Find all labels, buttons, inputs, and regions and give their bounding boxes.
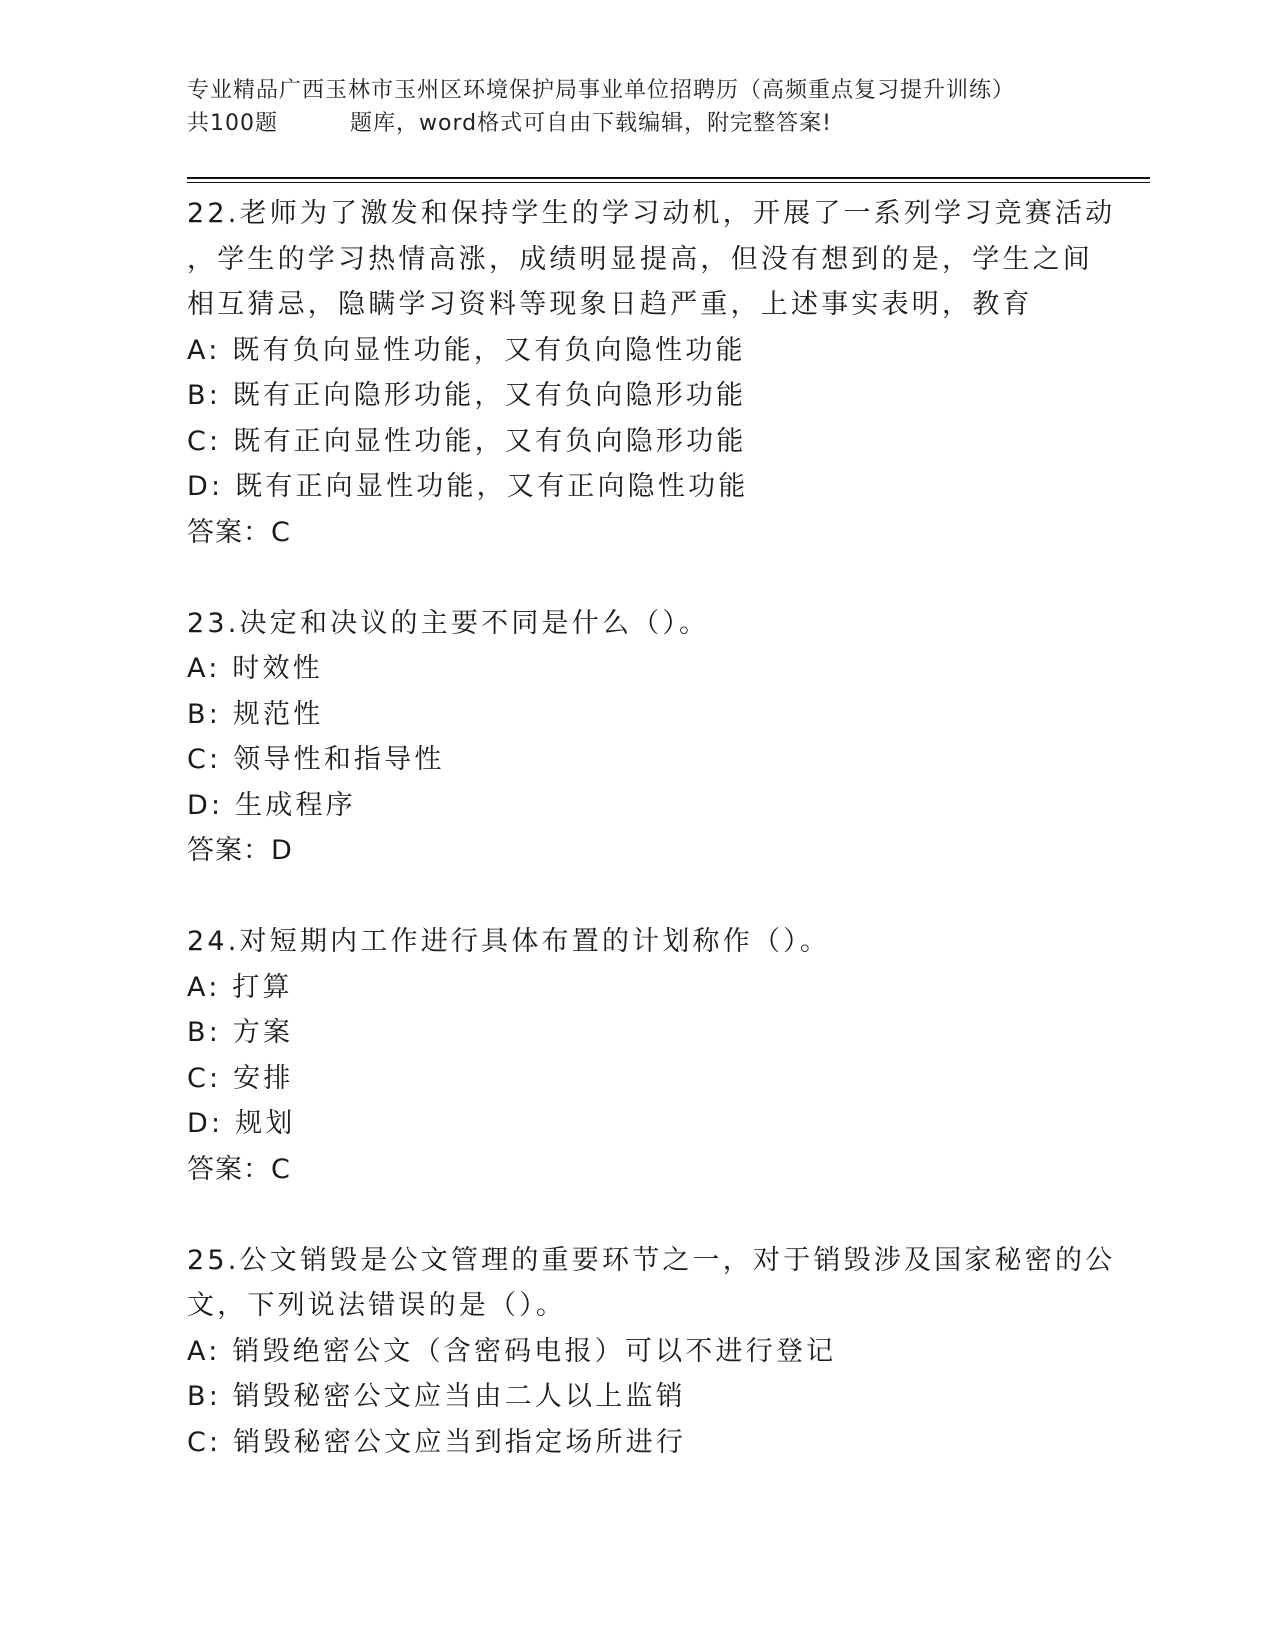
option-c: C: 安排: [187, 1062, 294, 1094]
document-header: [187, 74, 1087, 140]
question-text-line: 23.决定和决议的主要不同是什么（）。: [187, 607, 710, 639]
option-b: B: 规范性: [187, 698, 324, 730]
option-d: D: 规划: [187, 1108, 296, 1139]
question-text-line: 相互猜忌，隐瞒学习资料等现象日趋严重，上述事实表明，教育: [187, 289, 1033, 320]
option-a: A: 打算: [187, 971, 293, 1003]
option-c: C: 销毁秘密公文应当到指定场所进行: [187, 1426, 687, 1458]
option-b: B: 销毁秘密公文应当由二人以上监销: [187, 1381, 686, 1412]
option-a: A: 销毁绝密公文（含密码电报）可以不进行登记: [187, 1335, 837, 1367]
header-divider-thin: [187, 182, 1150, 183]
question-text-line: 文，下列说法错误的是（）。: [187, 1290, 567, 1321]
question-text-line: 22.老师为了激发和保持学生的学习动机，开展了一系列学习竞赛活动: [187, 198, 1116, 229]
question-list: [187, 191, 1116, 1465]
question-text-line: 25.公文销毁是公文管理的重要环节之一，对于销毁涉及国家秘密的公: [187, 1244, 1116, 1276]
option-d: D: 生成程序: [187, 789, 356, 821]
question-text-line: 24.对短期内工作进行具体布置的计划称作（）。: [187, 926, 831, 957]
option-a: A: 时效性: [187, 653, 323, 684]
answer-line: 答案：D: [187, 835, 293, 866]
header-title-line: 专业精品广西玉林市玉州区环境保护局事业单位招聘历（高频重点复习提升训练）: [187, 78, 1016, 103]
option-a: A: 既有负向显性功能，又有负向隐性功能: [187, 334, 746, 366]
option-c: C: 既有正向显性功能，又有负向隐形功能: [187, 425, 747, 457]
option-d: D: 既有正向显性功能，又有正向隐性功能: [187, 471, 749, 502]
answer-line: 答案：C: [187, 1153, 291, 1185]
option-c: C: 领导性和指导性: [187, 744, 445, 775]
question-24: [187, 919, 1087, 1192]
question-22: [187, 191, 1116, 555]
option-b: B: 既有正向隐形功能，又有负向隐形功能: [187, 380, 747, 411]
answer-line: 答案：C: [187, 516, 291, 548]
question-23: [187, 601, 1087, 874]
header-description: 题库，word格式可自由下载编辑，附完整答案!: [350, 111, 832, 136]
question-text-line: ，学生的学习热情高涨，成绩明显提高，但没有想到的是，学生之间: [187, 243, 1093, 275]
header-count: 共100题: [187, 111, 278, 136]
header-divider-thick: [187, 177, 1150, 179]
option-b: B: 方案: [187, 1017, 294, 1048]
header-subtitle-line: [187, 107, 1087, 140]
question-25: [187, 1238, 1116, 1466]
